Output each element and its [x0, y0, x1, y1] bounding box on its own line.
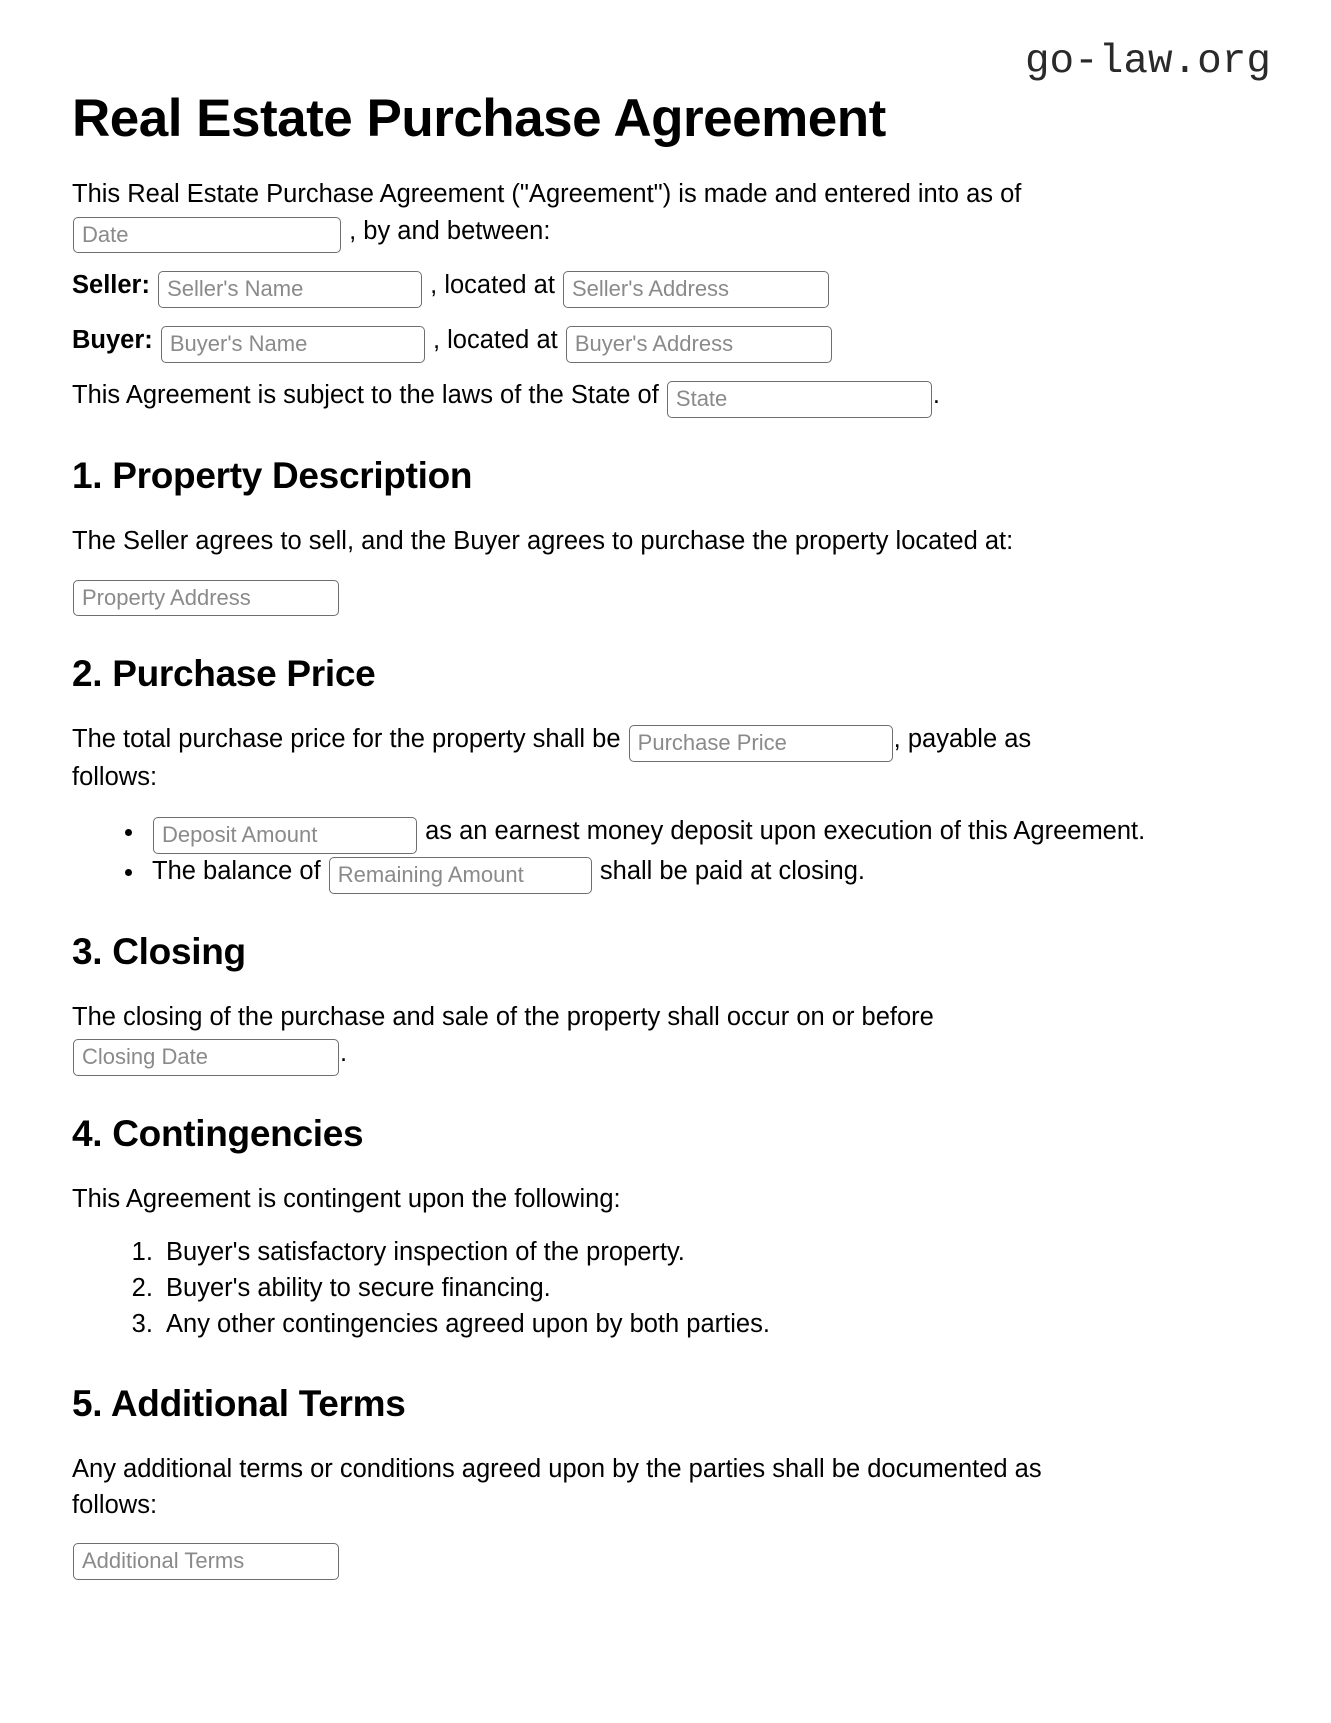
contingencies-list [72, 1234, 1259, 1343]
intro-after-date-text: , by and between: [349, 216, 551, 245]
governing-law-text: This Agreement is subject to the laws of the State of [72, 381, 659, 410]
list-item [146, 853, 1259, 891]
section-heading-property-description: 1. Property Description [72, 455, 473, 497]
list-item: 2. Buyer's ability to secure financing. [160, 1270, 1259, 1306]
closing-date-input[interactable] [73, 1039, 339, 1076]
additional-terms-field-wrap [72, 1540, 1259, 1577]
intro-lead-text: This Real Estate Purchase Agreement ("Agreement") is made and entered into as of [72, 180, 1022, 209]
list-item: 1. Buyer's satisfactory inspection of the property. [160, 1234, 1259, 1270]
remaining-amount-input[interactable] [329, 857, 592, 894]
purchase-price-body [72, 721, 1102, 795]
intro-paragraph [72, 176, 1102, 250]
closing-body [72, 999, 1102, 1073]
seller-address-input[interactable] [563, 271, 829, 308]
governing-law-line [72, 377, 1102, 415]
purchase-price-after-text: , payable as follows: [72, 725, 1032, 792]
deposit-amount-input[interactable] [153, 817, 417, 854]
buyer-address-input[interactable] [566, 326, 832, 363]
additional-terms-body: Any additional terms or conditions agreed upon by the parties shall be documented as follows: [72, 1454, 1042, 1519]
purchase-price-input[interactable] [629, 725, 893, 762]
additional-terms-input[interactable] [73, 1543, 339, 1580]
page-title: Real Estate Purchase Agreement [72, 89, 886, 148]
balance-after-text: shall be paid at closing. [599, 856, 865, 885]
balance-before-text: The balance of [152, 856, 321, 885]
buyer-located-at-text: , located at [432, 326, 558, 355]
section-heading-closing: 3. Closing [72, 930, 246, 972]
date-input[interactable] [73, 217, 341, 254]
list-item: 3. Any other contingencies agreed upon by both parties. [160, 1306, 1259, 1342]
seller-line [72, 267, 1102, 305]
deposit-after-text: as an earnest money deposit upon execution of this Agreement. [425, 816, 1146, 845]
seller-label: Seller: [72, 271, 150, 300]
section-heading-additional-terms: 5. Additional Terms [72, 1382, 406, 1424]
closing-period: . [340, 1038, 348, 1067]
property-description-body: The Seller agrees to sell, and the Buyer agrees to purchase the property located at: [72, 527, 1014, 556]
closing-body-text: The closing of the purchase and sale of the property shall occur on or before [72, 1002, 934, 1031]
property-address-input[interactable] [73, 580, 339, 617]
site-watermark: go-law.org [1024, 39, 1271, 85]
governing-law-period: . [932, 381, 940, 410]
seller-name-input[interactable] [158, 271, 422, 308]
contingencies-body: This Agreement is contingent upon the following: [72, 1184, 621, 1213]
list-item [146, 813, 1259, 851]
property-address-field-wrap [72, 577, 1259, 614]
section-heading-contingencies: 4. Contingencies [72, 1112, 364, 1154]
state-input[interactable] [667, 381, 932, 418]
payment-terms-list [72, 813, 1259, 891]
purchase-price-before-text: The total purchase price for the property shall be [72, 725, 621, 754]
buyer-name-input[interactable] [161, 326, 425, 363]
seller-located-at-text: , located at [430, 271, 555, 300]
buyer-line [72, 322, 1102, 360]
buyer-label: Buyer: [72, 326, 153, 355]
section-heading-purchase-price: 2. Purchase Price [72, 653, 376, 695]
